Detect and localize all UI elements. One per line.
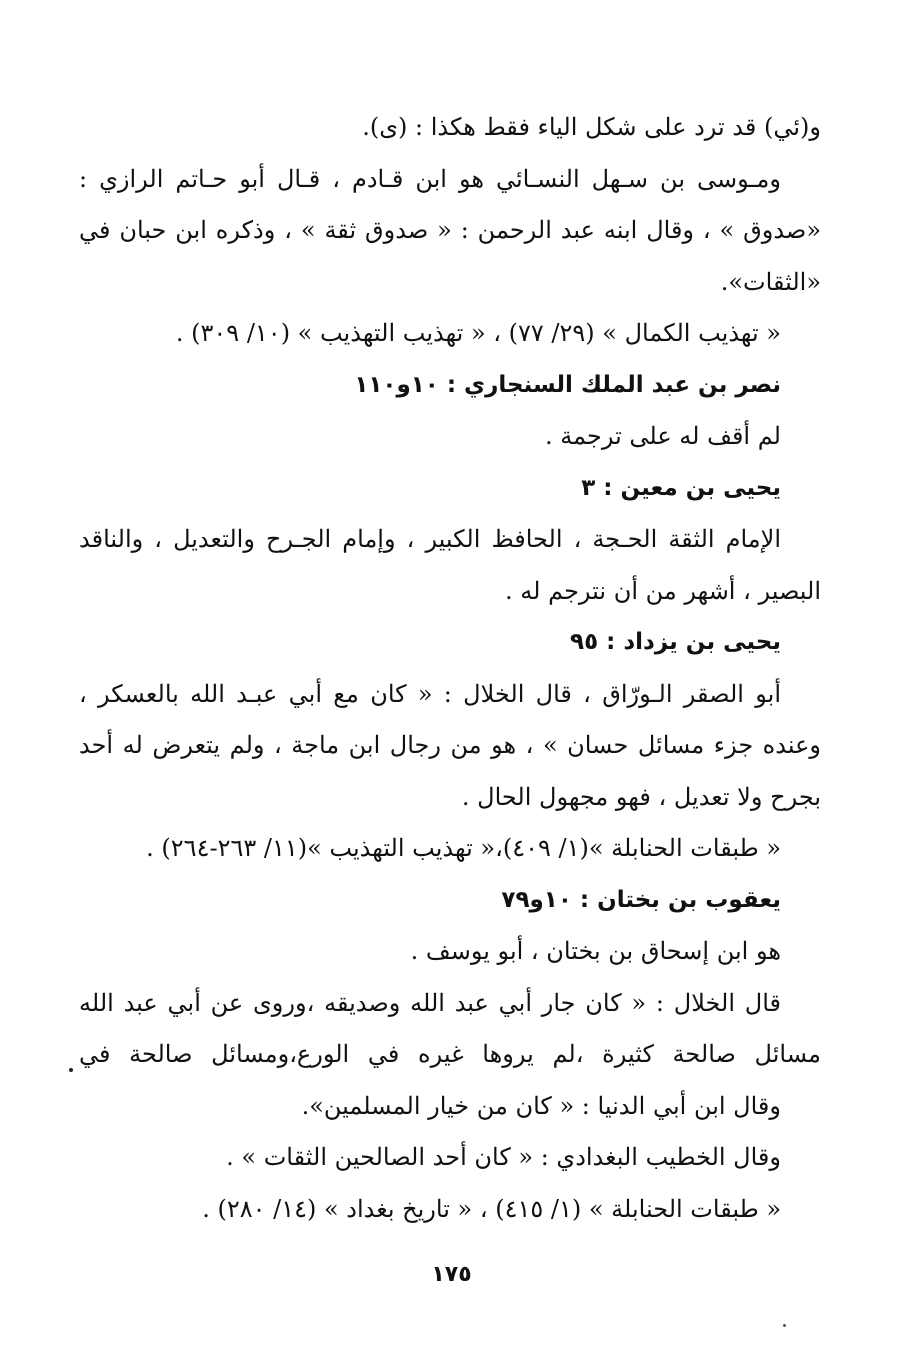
entry-heading: يحيى بن معين : ٣ (581, 474, 781, 501)
text-line: ومـوسى بن سـهل النسـائي هو ابن قـادم ، قـال أبو حـاتم الرازي : (79, 164, 781, 193)
text-line: البصير ، أشهر من أن نترجم له . (505, 576, 821, 605)
text-line: «الثقات». (720, 267, 821, 296)
text-line: مسائل صالحة كثيرة ،لم يروها غيره في الورع،ومسائل صالحة في (79, 1040, 821, 1068)
text-line: وعنده جزء مسائل حسان » ، هو من رجال ابن ماجة ، ولم يتعرض له أحد (79, 731, 821, 759)
entry-heading: يعقوب بن بختان : ١٠و٧٩ (501, 886, 781, 913)
text-line: هو ابن إسحاق بن بختان ، أبو يوسف . (410, 937, 781, 965)
text-line: قال الخلال : « كان جار أبي عبد الله وصديقه ،وروى عن أبي عبد الله (79, 988, 781, 1017)
text-line: وقال ابن أبي الدنيا : « كان من خيار المسلمين». (301, 1091, 781, 1120)
scan-speck (783, 1324, 786, 1327)
text-line: لم أقف له على ترجمة . (545, 422, 781, 450)
text-line: بجرح ولا تعديل ، فهو مجهول الحال . (461, 782, 821, 811)
entry-heading: نصر بن عبد الملك السنجاري : ١٠و١١٠ (354, 371, 781, 398)
text-line: « تهذيب الكمال » (٢٩/ ٧٧) ، « تهذيب التهذيب » (١٠/ ٣٠٩) . (175, 319, 781, 347)
text-line: الإمام الثقة الحـجة ، الحافظ الكبير ، وإمام الجـرح والتعديل ، والناقد (79, 525, 781, 553)
text-line: أبو الصقر الـورّاق ، قال الخلال : « كان مع أبي عبـد الله بالعسكر ، (79, 679, 781, 708)
text-line: وقال الخطيب البغدادي : « كان أحد الصالحين الثقات » . (226, 1143, 781, 1171)
scan-speck (69, 1068, 73, 1072)
text-line: و(ئي) قد ترد على شكل الياء فقط هكذا : (ى). (362, 113, 821, 141)
text-line: «صدوق » ، وقال ابنه عبد الرحمن : « صدوق ثقة » ، وذكره ابن حبان في (79, 216, 821, 244)
page-number: ١٧٥ (431, 1262, 472, 1287)
entry-heading: يحيى بن يزداد : ٩٥ (570, 629, 781, 655)
text-line: « طبقات الحنابلة » (١/ ٤١٥) ، « تاريخ بغداد » (١٤/ ٢٨٠) . (202, 1194, 781, 1223)
text-line: « طبقات الحنابلة »(١/ ٤٠٩)،« تهذيب التهذيب »(١١/ ٢٦٣-٢٦٤) . (146, 834, 781, 862)
page-body-text (79, 102, 821, 1235)
